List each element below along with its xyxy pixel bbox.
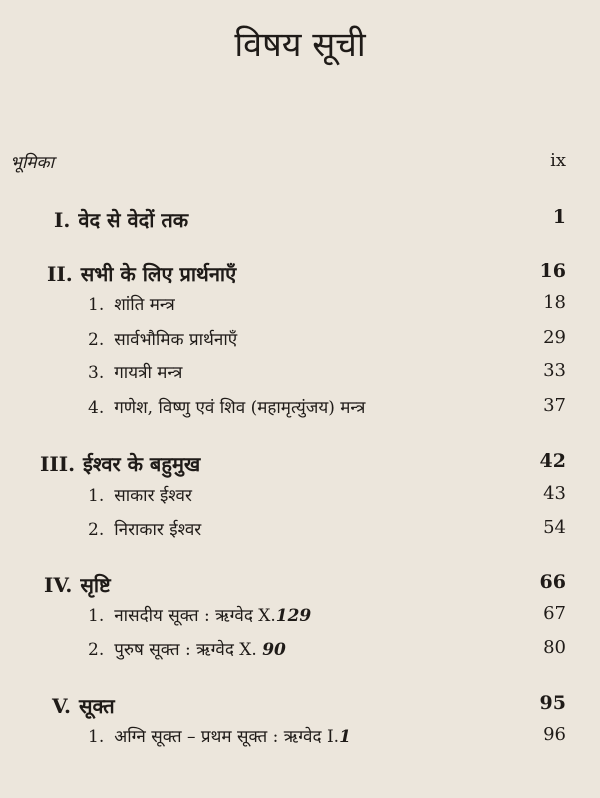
part-title: ईश्वर के बहुमुख	[83, 452, 201, 476]
item-number: 1.	[88, 727, 105, 747]
toc-item	[0, 724, 600, 754]
toc-part-3	[0, 450, 600, 480]
item-page: 43	[543, 483, 566, 504]
toc-item	[0, 327, 600, 357]
item-title: गायत्री मन्त्र	[114, 363, 183, 383]
item-number: 2.	[88, 330, 105, 350]
toc-part-2	[0, 260, 600, 290]
toc-part-5	[0, 692, 600, 722]
toc-item	[0, 483, 600, 513]
item-title: शांति मन्त्र	[114, 295, 175, 315]
part-number: III.	[40, 452, 76, 476]
toc-item	[0, 637, 600, 667]
toc-item	[0, 603, 600, 633]
part-number: V.	[52, 694, 71, 718]
item-verse: 1	[339, 727, 351, 747]
part-title: सभी के लिए प्रार्थनाएँ	[80, 262, 237, 286]
item-page: 29	[543, 327, 566, 348]
toc-entry-prefatory	[0, 150, 600, 180]
item-page: 96	[543, 724, 566, 745]
item-page: 37	[543, 395, 566, 416]
item-page: 54	[543, 517, 566, 538]
item-page: 33	[543, 360, 566, 381]
item-verse: 129	[275, 606, 312, 626]
part-title: वेद से वेदों तक	[78, 208, 189, 232]
part-title: सूक्त	[78, 694, 115, 718]
item-verse: 90	[262, 640, 286, 660]
item-title: अग्नि सूक्त – प्रथम सूक्त : ऋग्वेद I.	[114, 727, 340, 747]
item-number: 1.	[88, 486, 105, 506]
item-page: 18	[543, 292, 566, 313]
item-number: 4.	[88, 398, 105, 418]
part-number: I.	[54, 208, 71, 232]
toc-item	[0, 395, 600, 425]
toc-item	[0, 517, 600, 547]
item-title: सार्वभौमिक प्रार्थनाएँ	[114, 330, 238, 350]
page-title: विषय सूची	[234, 25, 366, 65]
item-title: निराकार ईश्वर	[114, 520, 202, 540]
item-title: पुरुष सूक्त : ऋग्वेद X.	[114, 640, 263, 660]
part-page: 66	[539, 571, 566, 593]
toc-part-4	[0, 571, 600, 601]
part-page: 42	[539, 450, 566, 472]
part-number: IV.	[44, 573, 73, 597]
item-number: 1.	[88, 295, 105, 315]
toc-item	[0, 292, 600, 322]
item-title: गणेश, विष्णु एवं शिव (महामृत्युंजय) मन्त्र	[114, 398, 366, 418]
toc-part-1	[0, 206, 600, 236]
item-number: 2.	[88, 640, 105, 660]
item-page: 80	[543, 637, 566, 658]
part-number: II.	[47, 262, 73, 286]
part-page: 95	[539, 692, 566, 714]
entry-page: ix	[550, 150, 566, 171]
part-title: सृष्टि	[80, 573, 111, 597]
part-page: 1	[552, 206, 566, 228]
item-title: साकार ईश्वर	[114, 486, 192, 506]
item-number: 1.	[88, 606, 105, 626]
item-page: 67	[543, 603, 566, 624]
entry-title: भूमिका	[10, 153, 54, 173]
item-number: 3.	[88, 363, 105, 383]
item-number: 2.	[88, 520, 105, 540]
part-page: 16	[539, 260, 566, 282]
toc-item	[0, 360, 600, 390]
item-title: नासदीय सूक्त : ऋग्वेद X.	[114, 606, 276, 626]
